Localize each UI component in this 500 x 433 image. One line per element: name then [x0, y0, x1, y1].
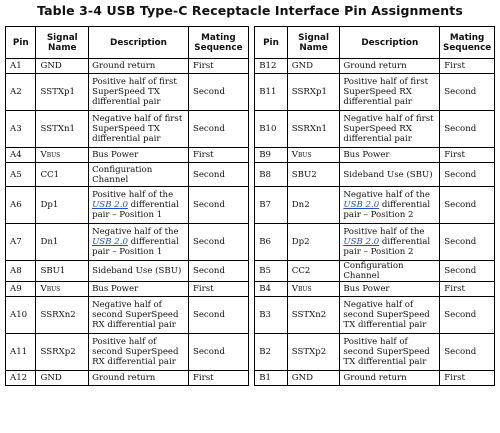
usb2-spec-link[interactable]: USB 2.0	[343, 200, 380, 210]
table-row	[6, 297, 495, 334]
description-text: differential pair – Position 2	[343, 237, 431, 257]
description-cell	[340, 59, 440, 74]
table-row	[6, 148, 495, 163]
pin-cell: B8	[255, 163, 288, 187]
description-text: Configuration Channel	[92, 164, 153, 185]
mating-sequence-cell: First	[188, 282, 248, 297]
table-row	[6, 261, 495, 282]
pin-assignment-table	[5, 26, 495, 386]
table-row	[6, 163, 495, 187]
signal-name-cell: Dp2	[287, 224, 340, 261]
mating-sequence-cell: Second	[188, 74, 248, 111]
mating-sequence-cell: Second	[188, 111, 248, 148]
signal-name-cell: GND	[36, 371, 89, 386]
usb2-spec-link[interactable]: USB 2.0	[343, 237, 380, 247]
signal-name-cell: Vbus	[287, 148, 340, 163]
mating-sequence-cell: Second	[188, 187, 248, 224]
pin-cell: A11	[6, 334, 36, 371]
pin-cell: A7	[6, 224, 36, 261]
description-text: Positive half of second SuperSpeed TX differential pair	[343, 337, 430, 367]
description-text: Bus Power	[343, 150, 390, 160]
mating-sequence-cell: Second	[440, 261, 495, 282]
mating-sequence-cell: Second	[188, 297, 248, 334]
description-text: Negative half of second SuperSpeed RX differential pair	[92, 300, 179, 330]
description-text: Ground return	[343, 373, 407, 383]
pin-cell: A1	[6, 59, 36, 74]
pin-cell: A2	[6, 74, 36, 111]
table-title: Table 3-4 USB Type-C Receptacle Interface Pin Assignments	[37, 3, 463, 18]
pin-cell: B7	[255, 187, 288, 224]
table-row	[6, 74, 495, 111]
description-text: Bus Power	[92, 150, 139, 160]
description-cell	[89, 187, 189, 224]
signal-name-cell: Dp1	[36, 187, 89, 224]
description-cell	[89, 297, 189, 334]
description-text: Bus Power	[92, 284, 139, 294]
header-row	[6, 27, 495, 59]
description-text: Negative half of first SuperSpeed TX differential pair	[92, 114, 183, 144]
mating-sequence-cell: Second	[188, 334, 248, 371]
description-text: Positive half of the	[92, 190, 174, 200]
signal-name-cell: Dn1	[36, 224, 89, 261]
description-cell	[340, 371, 440, 386]
signal-name-cell: SSTXn1	[36, 111, 89, 148]
table-row	[6, 334, 495, 371]
description-text: Sideband Use (SBU)	[343, 169, 433, 180]
description-text: Ground return	[92, 61, 156, 71]
pin-cell: B9	[255, 148, 288, 163]
table-body	[6, 59, 495, 386]
description-text: differential pair – Position 1	[92, 200, 179, 220]
mating-sequence-cell: First	[440, 148, 495, 163]
description-text: Configuration Channel	[343, 261, 404, 281]
mating-sequence-cell: First	[188, 59, 248, 74]
mating-sequence-cell: Second	[440, 334, 495, 371]
description-cell	[89, 282, 189, 297]
signal-name-cell: SSTXp2	[287, 334, 340, 371]
col-header-description: Description	[89, 27, 189, 59]
description-text: Positive half of first SuperSpeed TX differential pair	[92, 77, 177, 107]
col-header-pin: Pin	[255, 27, 288, 59]
signal-name-cell: SBU1	[36, 261, 89, 282]
pin-cell: A8	[6, 261, 36, 282]
col-header-mating-sequence: Mating Sequence	[188, 27, 248, 59]
signal-name-cell: SBU2	[287, 163, 340, 187]
table-row	[6, 282, 495, 297]
pin-cell: B6	[255, 224, 288, 261]
description-cell	[89, 163, 189, 187]
mating-sequence-cell: First	[188, 148, 248, 163]
description-cell	[340, 163, 440, 187]
signal-name-cell: GND	[287, 371, 340, 386]
signal-name-cell: GND	[36, 59, 89, 74]
mating-sequence-cell: Second	[440, 111, 495, 148]
description-text: Ground return	[92, 373, 156, 383]
signal-name-cell: Vbus	[287, 282, 340, 297]
pin-cell: A6	[6, 187, 36, 224]
col-header-mating-sequence: Mating Sequence	[440, 27, 495, 59]
description-text: Negative half of second SuperSpeed TX differential pair	[343, 300, 430, 330]
mating-sequence-cell: Second	[440, 224, 495, 261]
description-cell	[89, 74, 189, 111]
col-header-signal-name: Signal Name	[287, 27, 340, 59]
description-cell	[340, 297, 440, 334]
description-text: Sideband Use (SBU)	[92, 266, 182, 276]
signal-name-cell: SSTXp1	[36, 74, 89, 111]
pin-cell: A4	[6, 148, 36, 163]
mating-sequence-cell: First	[440, 282, 495, 297]
mating-sequence-cell: Second	[188, 261, 248, 282]
pin-cell: B3	[255, 297, 288, 334]
signal-name-cell: SSTXn2	[287, 297, 340, 334]
signal-name-cell: SSRXp2	[36, 334, 89, 371]
pin-cell: B5	[255, 261, 288, 282]
description-cell	[89, 261, 189, 282]
signal-name-cell: GND	[287, 59, 340, 74]
signal-name-cell: SSRXn1	[287, 111, 340, 148]
pin-cell: B10	[255, 111, 288, 148]
description-text: Positive half of the	[343, 227, 425, 237]
description-cell	[340, 334, 440, 371]
pin-cell: B1	[255, 371, 288, 386]
description-text: Negative half of the	[343, 190, 430, 200]
mating-sequence-cell: Second	[188, 163, 248, 187]
table-row	[6, 187, 495, 224]
pin-cell: A12	[6, 371, 36, 386]
description-cell	[340, 261, 440, 282]
col-header-description: Description	[340, 27, 440, 59]
description-cell	[340, 74, 440, 111]
signal-name-cell: CC1	[36, 163, 89, 187]
description-cell	[340, 111, 440, 148]
pin-cell: A5	[6, 163, 36, 187]
signal-name-cell: CC2	[287, 261, 340, 282]
table-row	[6, 111, 495, 148]
signal-name-cell: SSRXp1	[287, 74, 340, 111]
signal-name-cell: Vbus	[36, 148, 89, 163]
description-cell	[89, 111, 189, 148]
mating-sequence-cell: First	[440, 59, 495, 74]
table-row	[6, 59, 495, 74]
table-row	[6, 371, 495, 386]
description-text: Bus Power	[343, 284, 390, 294]
description-cell	[89, 224, 189, 261]
mating-sequence-cell: Second	[188, 224, 248, 261]
signal-name-cell: SSRXn2	[36, 297, 89, 334]
pin-cell: A3	[6, 111, 36, 148]
description-cell	[89, 148, 189, 163]
description-cell	[340, 224, 440, 261]
description-cell	[340, 187, 440, 224]
mating-sequence-cell: First	[188, 371, 248, 386]
col-header-signal-name: Signal Name	[36, 27, 89, 59]
description-text: Positive half of second SuperSpeed RX differential pair	[92, 337, 179, 367]
description-text: Positive half of first SuperSpeed RX differential pair	[343, 77, 429, 107]
description-cell	[340, 148, 440, 163]
pin-cell: A9	[6, 282, 36, 297]
mating-sequence-cell: Second	[440, 187, 495, 224]
description-cell	[89, 371, 189, 386]
pin-cell: B4	[255, 282, 288, 297]
signal-name-cell: Vbus	[36, 282, 89, 297]
mating-sequence-cell: First	[440, 371, 495, 386]
description-text: Negative half of the	[92, 227, 179, 237]
description-text: differential pair – Position 2	[343, 200, 431, 220]
description-text: differential pair – Position 1	[92, 237, 179, 257]
pin-cell: B2	[255, 334, 288, 371]
description-cell	[89, 59, 189, 74]
description-cell	[340, 282, 440, 297]
mating-sequence-cell: Second	[440, 163, 495, 187]
col-header-pin: Pin	[6, 27, 36, 59]
pin-cell: A10	[6, 297, 36, 334]
mating-sequence-cell: Second	[440, 74, 495, 111]
usb2-spec-link[interactable]: USB 2.0	[92, 200, 128, 210]
description-cell	[89, 334, 189, 371]
description-text: Negative half of first SuperSpeed RX differential pair	[343, 114, 434, 144]
description-text: Ground return	[343, 61, 407, 71]
mating-sequence-cell: Second	[440, 297, 495, 334]
pin-cell: B11	[255, 74, 288, 111]
table-row	[6, 224, 495, 261]
signal-name-cell: Dn2	[287, 187, 340, 224]
usb2-spec-link[interactable]: USB 2.0	[92, 237, 128, 247]
pin-cell: B12	[255, 59, 288, 74]
